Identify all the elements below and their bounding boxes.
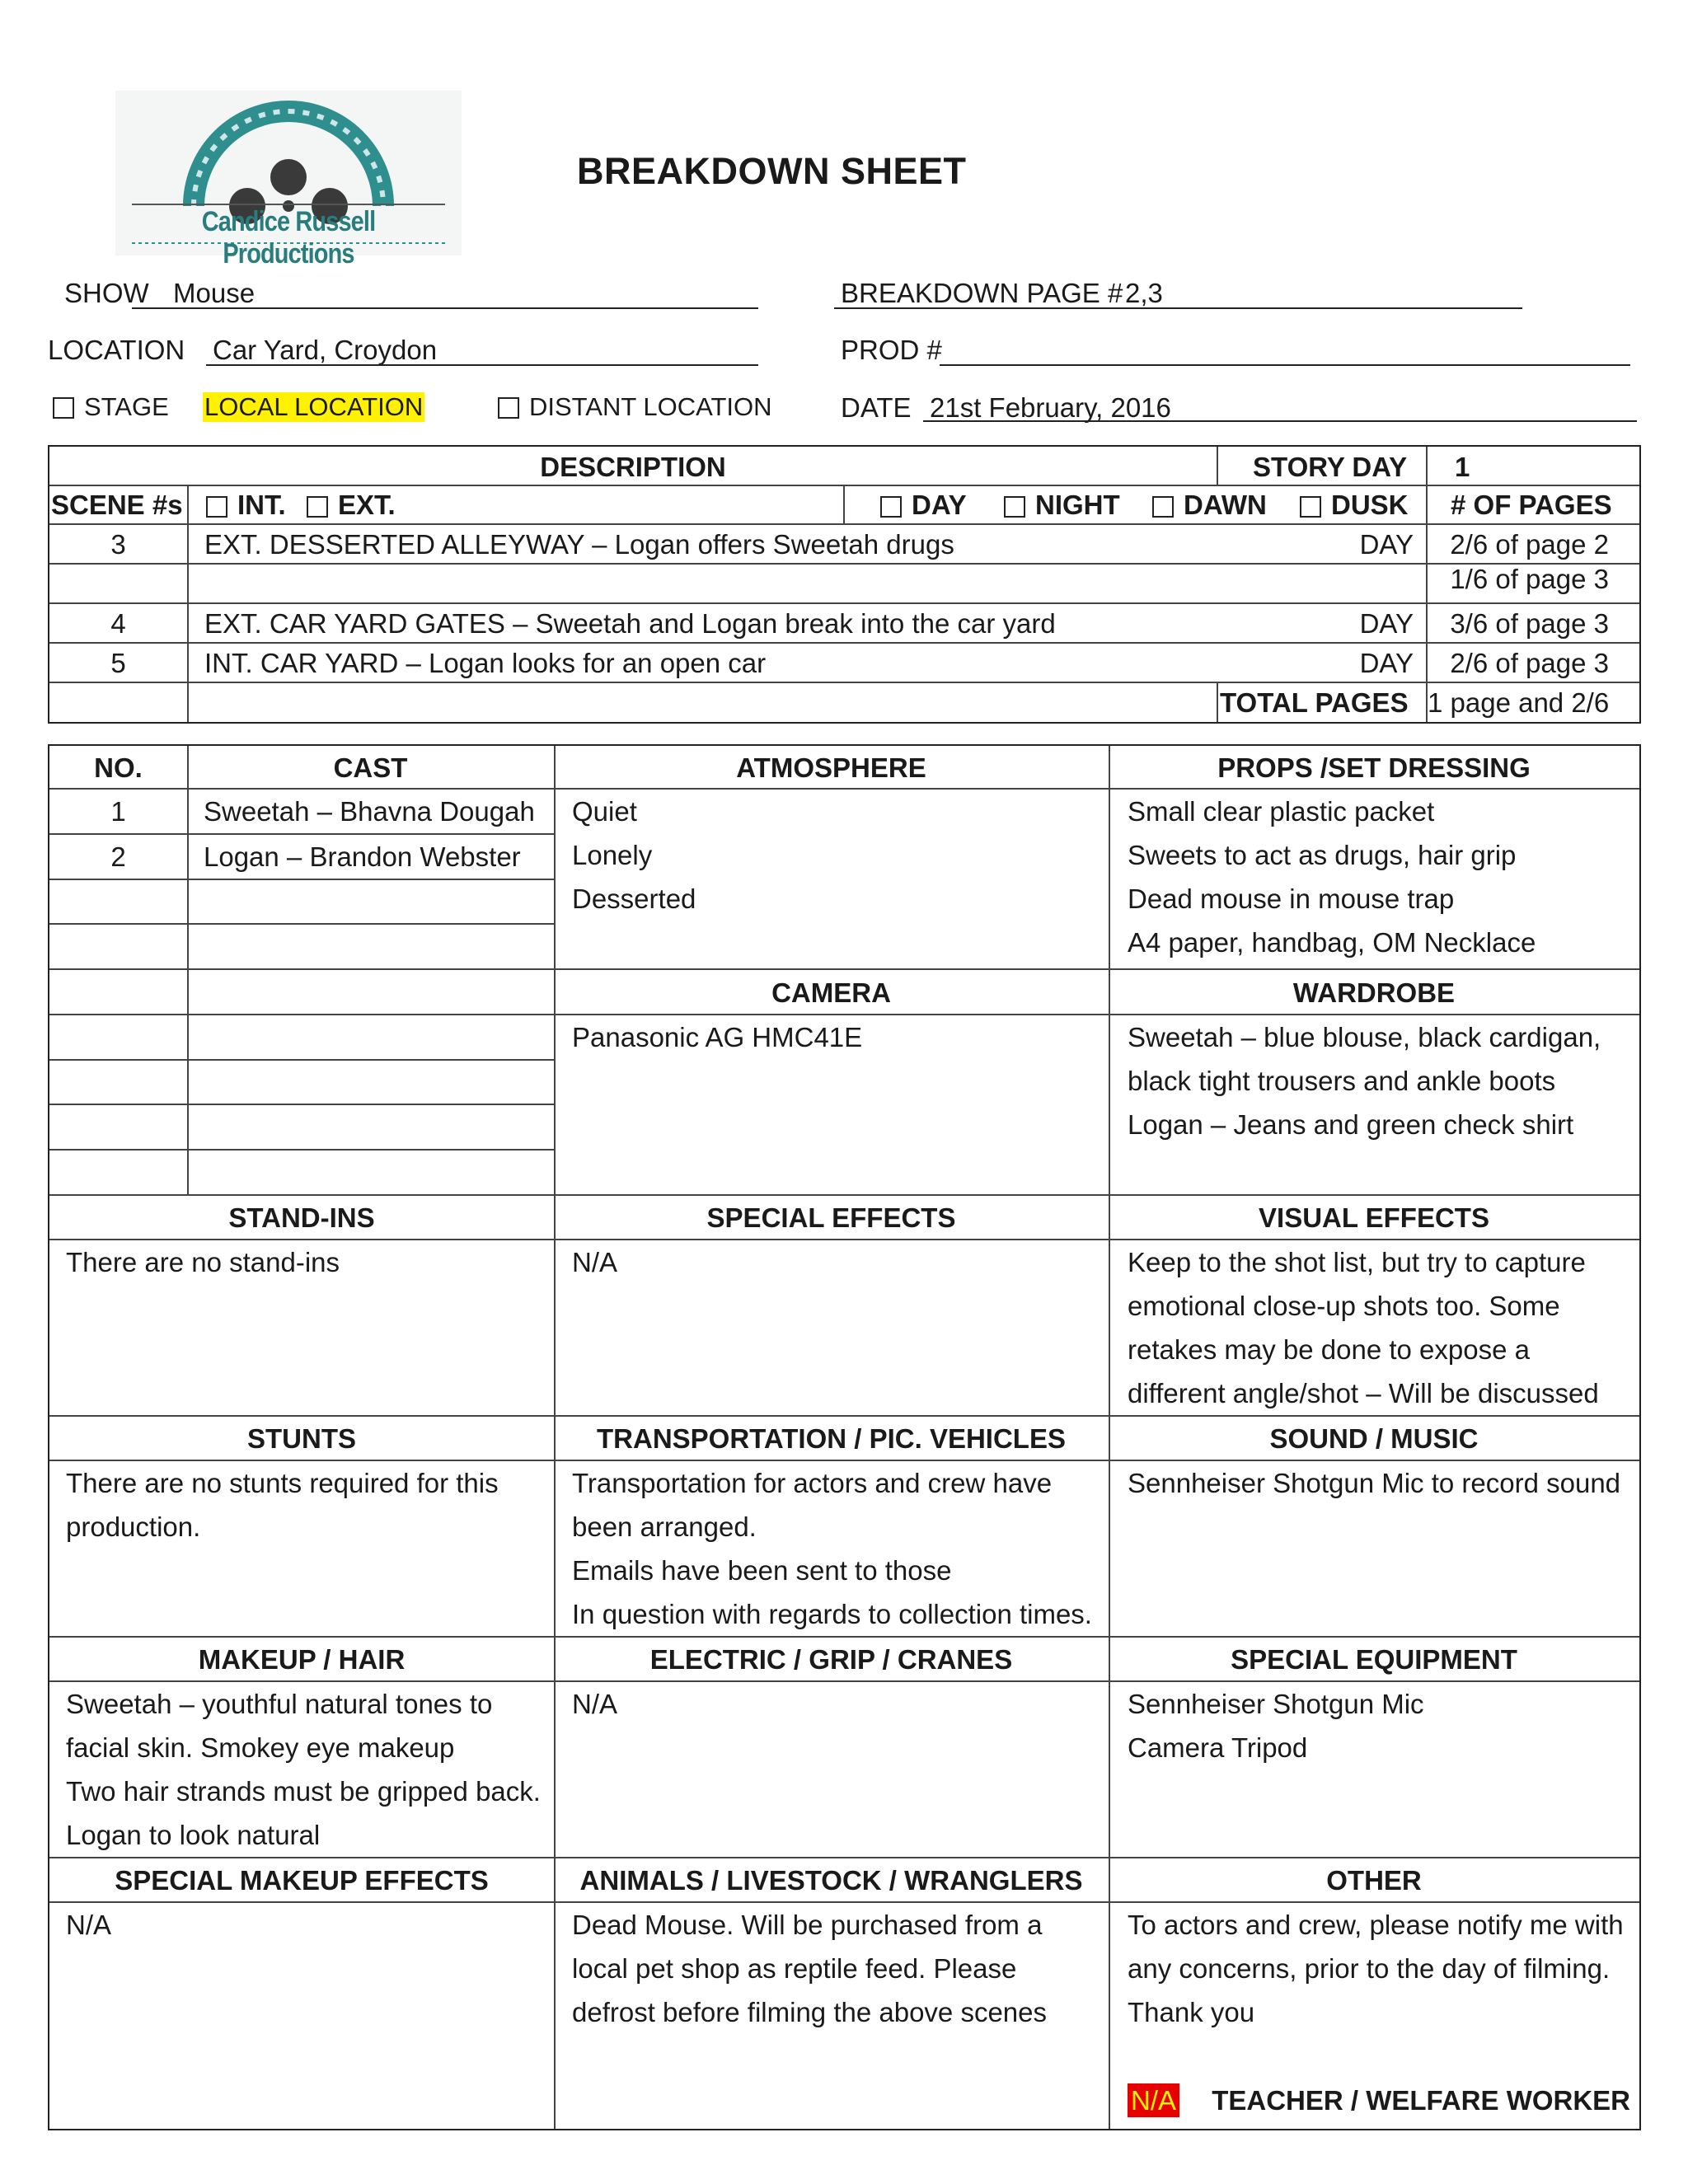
sound-item: Sennheiser Shotgun Mic to record sound <box>1128 1468 1621 1498</box>
night-label: NIGHT <box>1035 490 1120 520</box>
distant-location-label: DISTANT LOCATION <box>529 392 772 421</box>
equipment-item: Sennheiser Shotgun Mic <box>1128 1689 1424 1719</box>
pages-header: # OF PAGES <box>1451 490 1612 520</box>
atmosphere-item: Desserted <box>572 883 696 914</box>
other-header: OTHER <box>1326 1865 1422 1896</box>
stage-checkbox[interactable] <box>53 397 74 419</box>
transport-list <box>572 1461 1092 1636</box>
transport-item: Emails have been sent to those <box>572 1555 952 1586</box>
scene-time: DAY <box>1359 608 1414 639</box>
night-option[interactable] <box>1004 491 1120 518</box>
props-item: Sweets to act as drugs, hair grip <box>1128 840 1517 870</box>
sfx-header: SPECIAL EFFECTS <box>706 1202 956 1233</box>
distant-location-checkbox[interactable] <box>498 397 519 419</box>
atmosphere-item: Lonely <box>572 840 653 870</box>
electric-header: ELECTRIC / GRIP / CRANES <box>649 1644 1013 1675</box>
stunts-item: There are no stunts required for this <box>66 1468 499 1498</box>
vfx-item: emotional close-up shots too. Some <box>1128 1291 1560 1321</box>
int-option[interactable] <box>206 491 286 518</box>
makeup-item: Two hair strands must be gripped back. <box>66 1776 541 1807</box>
transport-item: been arranged. <box>572 1511 757 1542</box>
atmosphere-header: ATMOSPHERE <box>736 752 926 783</box>
description-header: DESCRIPTION <box>540 452 726 482</box>
sfx-list <box>572 1240 617 1284</box>
ext-checkbox[interactable] <box>307 496 328 518</box>
props-item: A4 paper, handbag, OM Necklace <box>1128 927 1536 958</box>
props-item: Dead mouse in mouse trap <box>1128 883 1455 914</box>
sound-header: SOUND / MUSIC <box>1269 1423 1479 1454</box>
standins-item: There are no stand-ins <box>66 1247 340 1277</box>
total-pages-value: 1 page and 2/6 <box>1428 687 1610 718</box>
stunts-item: production. <box>66 1511 201 1542</box>
atmosphere-list <box>572 790 696 921</box>
dawn-option[interactable] <box>1152 491 1267 518</box>
dusk-label: DUSK <box>1331 490 1409 520</box>
props-header: PROPS /SET DRESSING <box>1217 752 1531 783</box>
show-underline <box>132 307 758 309</box>
camera-item: Panasonic AG HMC41E <box>572 1022 863 1052</box>
stunts-header: STUNTS <box>247 1423 356 1454</box>
makeup-list <box>66 1682 541 1857</box>
makeup-header: MAKEUP / HAIR <box>198 1644 406 1675</box>
smfx-list <box>66 1903 111 1947</box>
teacher-welfare-label: TEACHER / WELFARE WORKER <box>1212 2085 1631 2116</box>
props-list <box>1128 790 1536 964</box>
logo-text: Candice Russell Productions <box>201 206 376 269</box>
scene-pages: 2/6 of page 3 <box>1450 648 1609 678</box>
scene-no-header: SCENE #s <box>51 490 183 520</box>
cast-number: 1 <box>110 796 126 827</box>
location-label: LOCATION <box>48 335 185 365</box>
no-header: NO. <box>94 752 143 783</box>
props-item: Small clear plastic packet <box>1128 796 1435 827</box>
company-logo <box>115 91 462 269</box>
cast-number: 2 <box>110 841 126 872</box>
breakdown-table <box>48 744 1641 2130</box>
scene-pages: 1/6 of page 3 <box>1450 564 1609 594</box>
scene-time: DAY <box>1359 529 1414 560</box>
atmosphere-item: Quiet <box>572 796 637 827</box>
vfx-item: Keep to the shot list, but try to capture <box>1128 1247 1586 1277</box>
makeup-item: Sweetah – youthful natural tones to <box>66 1689 493 1719</box>
other-list <box>1128 1903 1624 2034</box>
vfx-item: retakes may be done to expose a <box>1128 1334 1530 1365</box>
standins-header: STAND-INS <box>228 1202 375 1233</box>
vfx-item: different angle/shot – Will be discussed <box>1128 1378 1599 1408</box>
dawn-checkbox[interactable] <box>1152 496 1174 518</box>
distant-location-option[interactable] <box>498 392 772 422</box>
transport-item: In question with regards to collection times. <box>572 1599 1092 1629</box>
scene-number: 4 <box>110 608 126 639</box>
equipment-header: SPECIAL EQUIPMENT <box>1231 1644 1517 1675</box>
stunts-list <box>66 1461 499 1549</box>
day-option[interactable] <box>880 491 967 518</box>
total-pages-label: TOTAL PAGES <box>1220 687 1409 718</box>
vfx-header: VISUAL EFFECTS <box>1259 1202 1489 1233</box>
scenes-table <box>48 445 1641 724</box>
local-location-label: LOCAL LOCATION <box>204 392 424 421</box>
day-label: DAY <box>912 490 967 520</box>
teacher-na-badge: N/A <box>1128 2083 1179 2117</box>
animals-item: Dead Mouse. Will be purchased from a <box>572 1910 1043 1940</box>
cast-name: Sweetah – Bhavna Dougah <box>204 796 535 827</box>
wardrobe-item: Sweetah – blue blouse, black cardigan, <box>1128 1022 1601 1052</box>
scene-number: 5 <box>110 648 126 678</box>
cast-header: CAST <box>333 752 408 783</box>
night-checkbox[interactable] <box>1004 496 1025 518</box>
other-item: any concerns, prior to the day of filming. <box>1128 1953 1611 1984</box>
equipment-list <box>1128 1682 1424 1769</box>
dusk-option[interactable] <box>1300 491 1409 518</box>
transport-item: Transportation for actors and crew have <box>572 1468 1053 1498</box>
stage-option[interactable] <box>53 392 169 422</box>
breakdown-page-label: BREAKDOWN PAGE # <box>841 278 1123 308</box>
date-value[interactable]: 21st February, 2016 <box>930 392 1171 423</box>
camera-header: CAMERA <box>771 977 891 1008</box>
wardrobe-list <box>1128 1015 1601 1146</box>
breakdown-page-value[interactable]: 2,3 <box>1125 278 1163 308</box>
animals-item: defrost before filming the above scenes <box>572 1997 1048 2027</box>
scene-description: EXT. DESSERTED ALLEYWAY – Logan offers Sweetah drugs <box>204 529 954 560</box>
sound-list <box>1128 1461 1620 1505</box>
animals-header: ANIMALS / LIVESTOCK / WRANGLERS <box>579 1865 1083 1896</box>
other-item: Thank you <box>1128 1997 1255 2027</box>
scene-pages: 2/6 of page 2 <box>1450 529 1609 560</box>
prod-underline <box>940 364 1630 366</box>
scene-description: INT. CAR YARD – Logan looks for an open car <box>204 648 767 678</box>
smfx-item: N/A <box>66 1910 112 1940</box>
day-checkbox[interactable] <box>880 496 902 518</box>
camera-list <box>572 1015 862 1059</box>
story-day-value: 1 <box>1455 452 1470 482</box>
scene-number: 3 <box>110 529 126 560</box>
date-underline <box>923 420 1637 422</box>
makeup-item: facial skin. Smokey eye makeup <box>66 1732 455 1763</box>
wardrobe-header: WARDROBE <box>1292 977 1456 1008</box>
ext-option[interactable] <box>307 491 396 518</box>
prod-label: PROD # <box>841 335 942 365</box>
ext-label: EXT. <box>338 490 396 520</box>
dawn-label: DAWN <box>1184 490 1267 520</box>
makeup-item: Logan to look natural <box>66 1820 321 1850</box>
smfx-header: SPECIAL MAKEUP EFFECTS <box>115 1865 489 1896</box>
stage-label: STAGE <box>84 392 169 421</box>
teacher-welfare-row <box>1128 2087 1630 2114</box>
other-item: To actors and crew, please notify me with <box>1128 1910 1624 1940</box>
story-day-label: STORY DAY <box>1253 452 1408 482</box>
electric-list <box>572 1682 617 1726</box>
equipment-item: Camera Tripod <box>1128 1732 1308 1763</box>
vfx-list <box>1128 1240 1599 1415</box>
show-value[interactable]: Mouse <box>173 278 256 308</box>
int-label: INT. <box>237 490 286 520</box>
int-checkbox[interactable] <box>206 496 227 518</box>
transport-header: TRANSPORTATION / PIC. VEHICLES <box>597 1423 1066 1454</box>
wardrobe-item: black tight trousers and ankle boots <box>1128 1066 1556 1096</box>
scene-time: DAY <box>1359 648 1414 678</box>
animals-list <box>572 1903 1047 2034</box>
standins-list <box>66 1240 340 1284</box>
location-underline <box>206 364 758 366</box>
animals-item: local pet shop as reptile feed. Please <box>572 1953 1017 1984</box>
cast-name: Logan – Brandon Webster <box>204 841 521 872</box>
scene-description: EXT. CAR YARD GATES – Sweetah and Logan break into the car yard <box>204 608 1056 639</box>
electric-item: N/A <box>572 1689 618 1719</box>
page-title: BREAKDOWN SHEET <box>577 150 967 192</box>
wardrobe-item: Logan – Jeans and green check shirt <box>1128 1109 1574 1140</box>
sfx-item: N/A <box>572 1247 618 1277</box>
breakdown-page-underline <box>834 307 1522 309</box>
dusk-checkbox[interactable] <box>1300 496 1321 518</box>
scene-pages: 3/6 of page 3 <box>1450 608 1609 639</box>
date-label: DATE <box>841 392 912 423</box>
show-label: SHOW <box>64 278 149 308</box>
location-value[interactable]: Car Yard, Croydon <box>213 335 438 365</box>
